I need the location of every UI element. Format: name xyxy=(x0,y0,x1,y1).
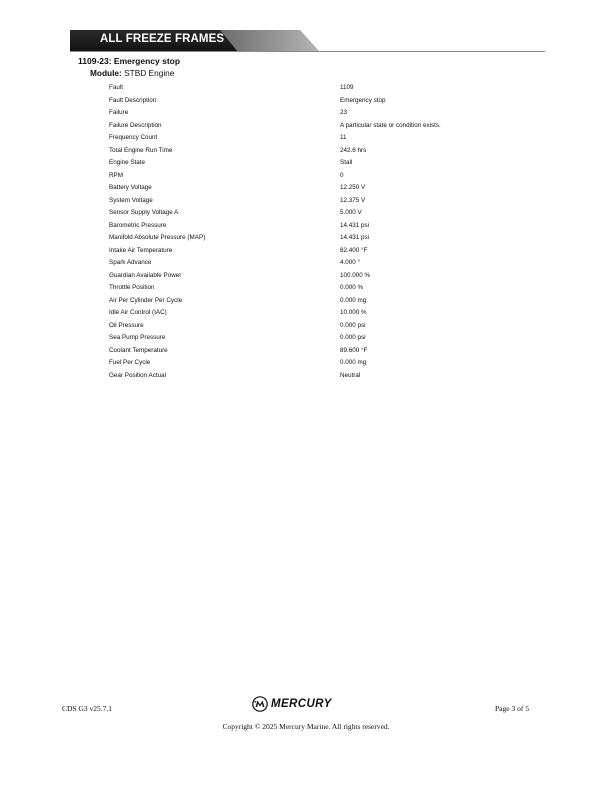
row-value: 0.000 mg xyxy=(340,359,367,366)
row-label: Barometric Pressure xyxy=(109,221,167,229)
row-label: Manifold Absolute Pressure (MAP) xyxy=(109,234,206,241)
page-number: Page 3 of 5 xyxy=(495,704,529,713)
row-value: Neutral xyxy=(340,371,361,379)
table-row xyxy=(109,245,489,258)
row-label: Air Per Cylinder Per Cycle xyxy=(109,296,183,304)
row-value: Emergency stop xyxy=(340,96,386,104)
table-row xyxy=(109,320,489,333)
fault-title: 1109-23: Emergency stop xyxy=(78,56,181,66)
header-underline xyxy=(70,51,545,52)
row-label: Gear Position Actual xyxy=(109,371,167,379)
row-label: Failure Description xyxy=(109,121,162,129)
row-label: Engine State xyxy=(109,159,146,166)
row-value: 14.431 psi xyxy=(340,221,370,229)
mercury-winged-m-icon xyxy=(252,696,268,712)
row-label: Spark Advance xyxy=(109,259,152,266)
module-label: Module: xyxy=(90,68,122,78)
table-row xyxy=(109,357,489,370)
row-label: RPM xyxy=(109,171,123,179)
table-row xyxy=(109,95,489,108)
table-row xyxy=(109,370,489,383)
row-value: 12.375 V xyxy=(340,196,366,204)
row-value: Stall xyxy=(340,159,353,166)
row-value: 23 xyxy=(340,109,348,116)
row-label: Battery Voltage xyxy=(109,184,152,191)
logo-text: MERCURY xyxy=(271,698,332,710)
copyright-notice: Copyright © 2025 Mercury Marine. All rights reserved. xyxy=(222,722,390,731)
row-value: 100.000 % xyxy=(340,271,371,279)
freeze-frame-table xyxy=(109,82,489,382)
table-row xyxy=(109,220,489,233)
row-label: System Voltage xyxy=(109,196,153,204)
row-label: Throttle Position xyxy=(109,284,155,291)
row-value: 5.000 V xyxy=(340,209,362,216)
table-row xyxy=(109,345,489,358)
row-value: 4.000 ° xyxy=(340,259,361,266)
row-label: Oil Pressure xyxy=(109,321,144,329)
table-row xyxy=(109,145,489,158)
section-title: ALL FREEZE FRAMES xyxy=(100,33,225,45)
row-label: Guardian Available Power xyxy=(109,271,182,279)
row-value: 14.431 psi xyxy=(340,234,370,241)
table-row xyxy=(109,107,489,120)
mercury-logo xyxy=(252,696,332,712)
table-row xyxy=(109,270,489,283)
row-value: 242.6 hrs xyxy=(340,146,367,154)
row-label: Frequency Count xyxy=(109,134,158,141)
table-row xyxy=(109,232,489,245)
row-label: Fault Description xyxy=(109,96,157,104)
table-row xyxy=(109,182,489,195)
row-label: Total Engine Run Time xyxy=(109,146,173,154)
row-label: Failure xyxy=(109,109,129,116)
row-value: 0.000 psi xyxy=(340,321,366,329)
row-value: 11 xyxy=(340,134,347,141)
row-value: 89.600 °F xyxy=(340,346,368,354)
module-line xyxy=(90,68,174,78)
table-row xyxy=(109,207,489,220)
table-row xyxy=(109,295,489,308)
table-row xyxy=(109,82,489,95)
row-label: Fault xyxy=(109,84,123,91)
row-value: 82.400 °F xyxy=(340,246,368,254)
row-value: A particular state or condition exists. xyxy=(340,121,441,129)
row-value: 1109 xyxy=(340,84,354,91)
table-row xyxy=(109,282,489,295)
table-row xyxy=(109,195,489,208)
row-value: 0.000 % xyxy=(340,284,364,291)
row-label: Coolant Temperature xyxy=(109,346,168,354)
table-row xyxy=(109,332,489,345)
table-row xyxy=(109,170,489,183)
row-value: 12.250 V xyxy=(340,184,366,191)
table-row xyxy=(109,120,489,133)
module-value: STBD Engine xyxy=(124,68,175,78)
row-value: 10.000 % xyxy=(340,309,367,316)
row-value: 0.000 mg xyxy=(340,296,367,304)
software-version: CDS G3 v25.7.1 xyxy=(62,704,113,713)
row-label: Intake Air Temperature xyxy=(109,246,173,254)
row-label: Idle Air Control (IAC) xyxy=(109,309,167,316)
row-value: 0 xyxy=(340,171,344,179)
table-row xyxy=(109,132,489,145)
table-row xyxy=(109,307,489,320)
table-row xyxy=(109,257,489,270)
row-label: Sea Pump Pressure xyxy=(109,334,166,341)
row-label: Sensor Supply Voltage A xyxy=(109,209,179,216)
row-label: Fuel Per Cycle xyxy=(109,359,151,366)
row-value: 0.000 psi xyxy=(340,334,366,341)
table-row xyxy=(109,157,489,170)
